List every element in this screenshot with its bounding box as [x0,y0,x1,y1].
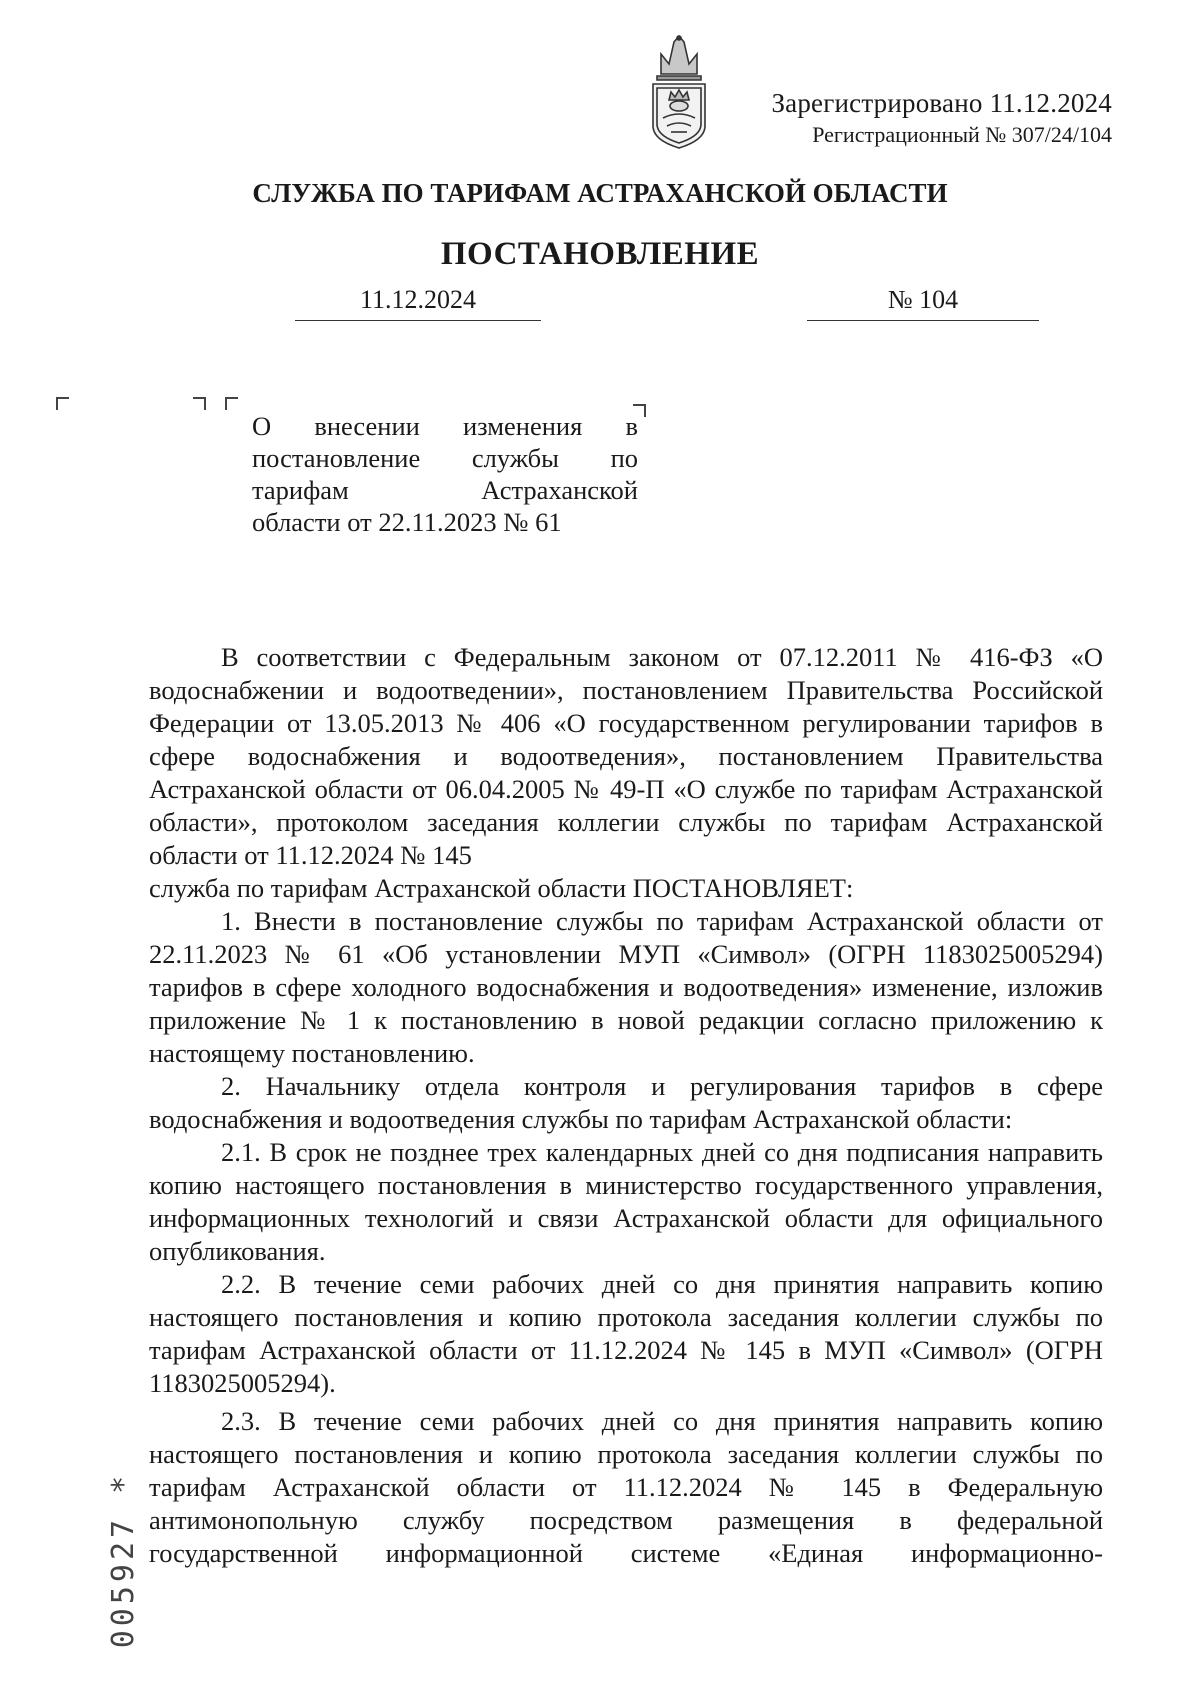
document-type-title: ПОСТАНОВЛЕНИЕ [440,236,760,272]
corner-mark [193,397,206,410]
margin-serial-stamp: 005927 * [106,1471,141,1649]
registration-date: Зарегистрировано 11.12.2024 [771,88,1112,118]
clause-2-3: 2.3. В течение семи рабочих дней со дня принятия направить копию настоящего постановления и копию протокола заседания коллегии службы по тарифам Астраханской области от 11.12.2024 № 145 в Федеральную антимонопольную службу посредством размещения в федеральной государственной информационной системе «Единая информационно- [149,1406,1103,1568]
agency-name: СЛУЖБА ПО ТАРИФАМ АСТРАХАНСКОЙ ОБЛАСТИ [252,178,948,208]
document-number: № 104 [807,285,1039,321]
document-subject [252,410,638,538]
clause-2-2: 2.2. В течение семи рабочих дней со дня принятия направить копию настоящего постановления и копию протокола заседания коллегии службы по тарифам Астраханской области от 11.12.2024 № 145 в МУП «Символ» (ОГРН 1183025005294). [149,1269,1103,1398]
decree-line: служба по тарифам Астраханской области ПОСТАНОВЛЯЕТ: [149,873,854,903]
subject-line: области от 22.11.2023 № 61 [252,507,562,537]
subject-line: тарифам Астраханской [252,475,638,505]
clause-1: 1. Внести в постановление службы по тарифам Астраханской области от 22.11.2023 № 61 «Об установлении МУП «Символ» (ОГРН 1183025005294) тарифов в сфере холодного водоснабжения и водоотведения» изменение, изложив приложение № 1 к постановлению в новой редакции согласно приложению к настоящему постановлению. [149,906,1103,1068]
registration-number: Регистрационный № 307/24/104 [812,122,1112,147]
document-body [149,641,1103,1570]
corner-mark [56,397,69,410]
clause-2-1: 2.1. В срок не позднее трех календарных дней со дня подписания направить копию настоящего постановления в министерство государственного управления, информационных технологий и связи Астраханской области для официального опубликования. [149,1137,1103,1266]
corner-mark [225,397,238,410]
subject-line: О внесении изменения в [252,411,638,441]
coat-of-arms-emblem [641,34,717,152]
subject-line: постановление службы по [252,443,638,473]
preamble-paragraph: В соответствии с Федеральным законом от 07.12.2011 № 416-ФЗ «О водоснабжении и водоотведении», постановлением Правительства Российской Федерации от 13.05.2013 № 406 «О государственном регулировании тарифов в сфере водоснабжения и водоотведения», постановлением Правительства Астраханской области от 06.04.2005 № 49-П «О службе по тарифам Астраханской области», протоколом заседания коллегии службы по тарифам Астраханской области от 11.12.2024 № 145 [149,642,1103,870]
document-date: 11.12.2024 [295,285,541,321]
clause-2: 2. Начальнику отдела контроля и регулирования тарифов в сфере водоснабжения и водоотведения службы по тарифам Астраханской области: [149,1071,1103,1134]
